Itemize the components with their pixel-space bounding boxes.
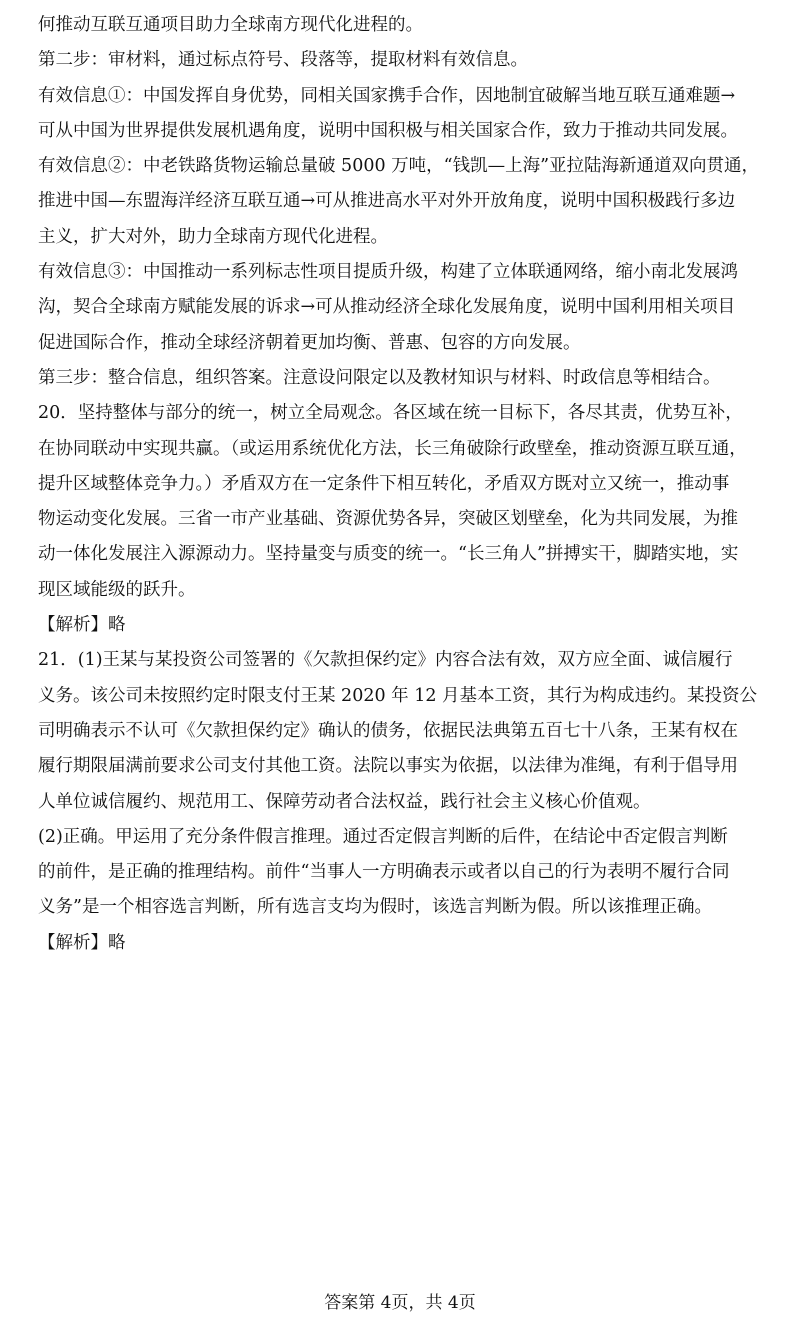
text-line: 履行期限届满前要求公司支付其他工资。法院以事实为依据，以法律为准绳，有利于倡导用 bbox=[38, 756, 738, 777]
text-line: 20．坚持整体与部分的统一，树立全局观念。各区域在统一目标下，各尽其责，优势互补， bbox=[38, 403, 743, 424]
text-line: 提升区域整体竞争力。）矛盾双方在一定条件下相互转化，矛盾双方既对立又统一，推动事 bbox=[38, 473, 730, 494]
answer-text-body bbox=[38, 8, 768, 961]
text-line: 第三步：整合信息，组织答案。注意设问限定以及教材知识与材料、时政信息等相结合。 bbox=[38, 367, 721, 388]
text-line: 人单位诚信履约、规范用工、保障劳动者合法权益，践行社会主义核心价值观。 bbox=[38, 791, 651, 812]
text-line: 可从中国为世界提供发展机遇角度，说明中国积极与相关国家合作，致力于推动共同发展。 bbox=[38, 120, 738, 141]
text-line: 沟，契合全球南方赋能发展的诉求→可从推动经济全球化发展角度，说明中国利用相关项目 bbox=[38, 297, 736, 318]
text-line: 第二步：审材料，通过标点符号、段落等，提取材料有效信息。 bbox=[38, 50, 528, 71]
text-line: 促进国际合作，推动全球经济朝着更加均衡、普惠、包容的方向发展。 bbox=[38, 332, 581, 353]
text-line: 何推动互联互通项目助力全球南方现代化进程的。 bbox=[38, 15, 423, 35]
analysis-label: 【解析】略 bbox=[38, 615, 126, 636]
text-line: 动一体化发展注入源源动力。坚持量变与质变的统一。“长三角人”拼搏实干，脚踏实地，实 bbox=[38, 544, 739, 565]
text-line: 的前件，是正确的推理结构。前件“当事人一方明确表示或者以自己的行为表明不履行合同 bbox=[38, 862, 730, 883]
text-line: 有效信息②：中老铁路货物运输总量破 5000 万吨，“钱凯—上海”亚拉陆海新通道双向贯通， bbox=[38, 156, 760, 177]
text-line: (2)正确。甲运用了充分条件假言推理。通过否定假言判断的后件，在结论中否定假言判断 bbox=[38, 826, 728, 847]
page-footer: 答案第 4页，共 4页 bbox=[324, 1293, 476, 1313]
analysis-label: 【解析】略 bbox=[38, 932, 126, 953]
text-line: 主义，扩大对外，助力全球南方现代化进程。 bbox=[38, 226, 388, 247]
text-line: 有效信息①：中国发挥自身优势，同相关国家携手合作，因地制宜破解当地互联互通难题→ bbox=[38, 85, 736, 106]
text-line: 21．(1)王某与某投资公司签署的《欠款担保约定》内容合法有效，双方应全面、诚信履行 bbox=[38, 650, 733, 671]
text-line: 有效信息③：中国推动一系列标志性项目提质升级，构建了立体联通网络，缩小南北发展鸿 bbox=[38, 262, 738, 283]
text-line: 司明确表示不认可《欠款担保约定》确认的债务，依据民法典第五百七十八条，王某有权在 bbox=[38, 720, 738, 741]
text-line: 推进中国—东盟海洋经济互联互通→可从推进高水平对外开放角度，说明中国积极践行多边 bbox=[38, 191, 736, 212]
text-line: 物运动变化发展。三省一市产业基础、资源优势各异，突破区划壁垒，化为共同发展，为推 bbox=[38, 509, 738, 530]
text-line: 现区域能级的跃升。 bbox=[38, 579, 196, 600]
text-line: 在协同联动中实现共赢。（或运用系统优化方法，长三角破除行政壁垒，推动资源互联互通， bbox=[38, 438, 747, 459]
text-line: 义务”是一个相容选言判断，所有选言支均为假时，该选言判断为假。所以该推理正确。 bbox=[38, 897, 712, 918]
text-line: 义务。该公司未按照约定时限支付王某 2020 年 12 月基本工资，其行为构成违约。某投资公 bbox=[38, 685, 758, 706]
